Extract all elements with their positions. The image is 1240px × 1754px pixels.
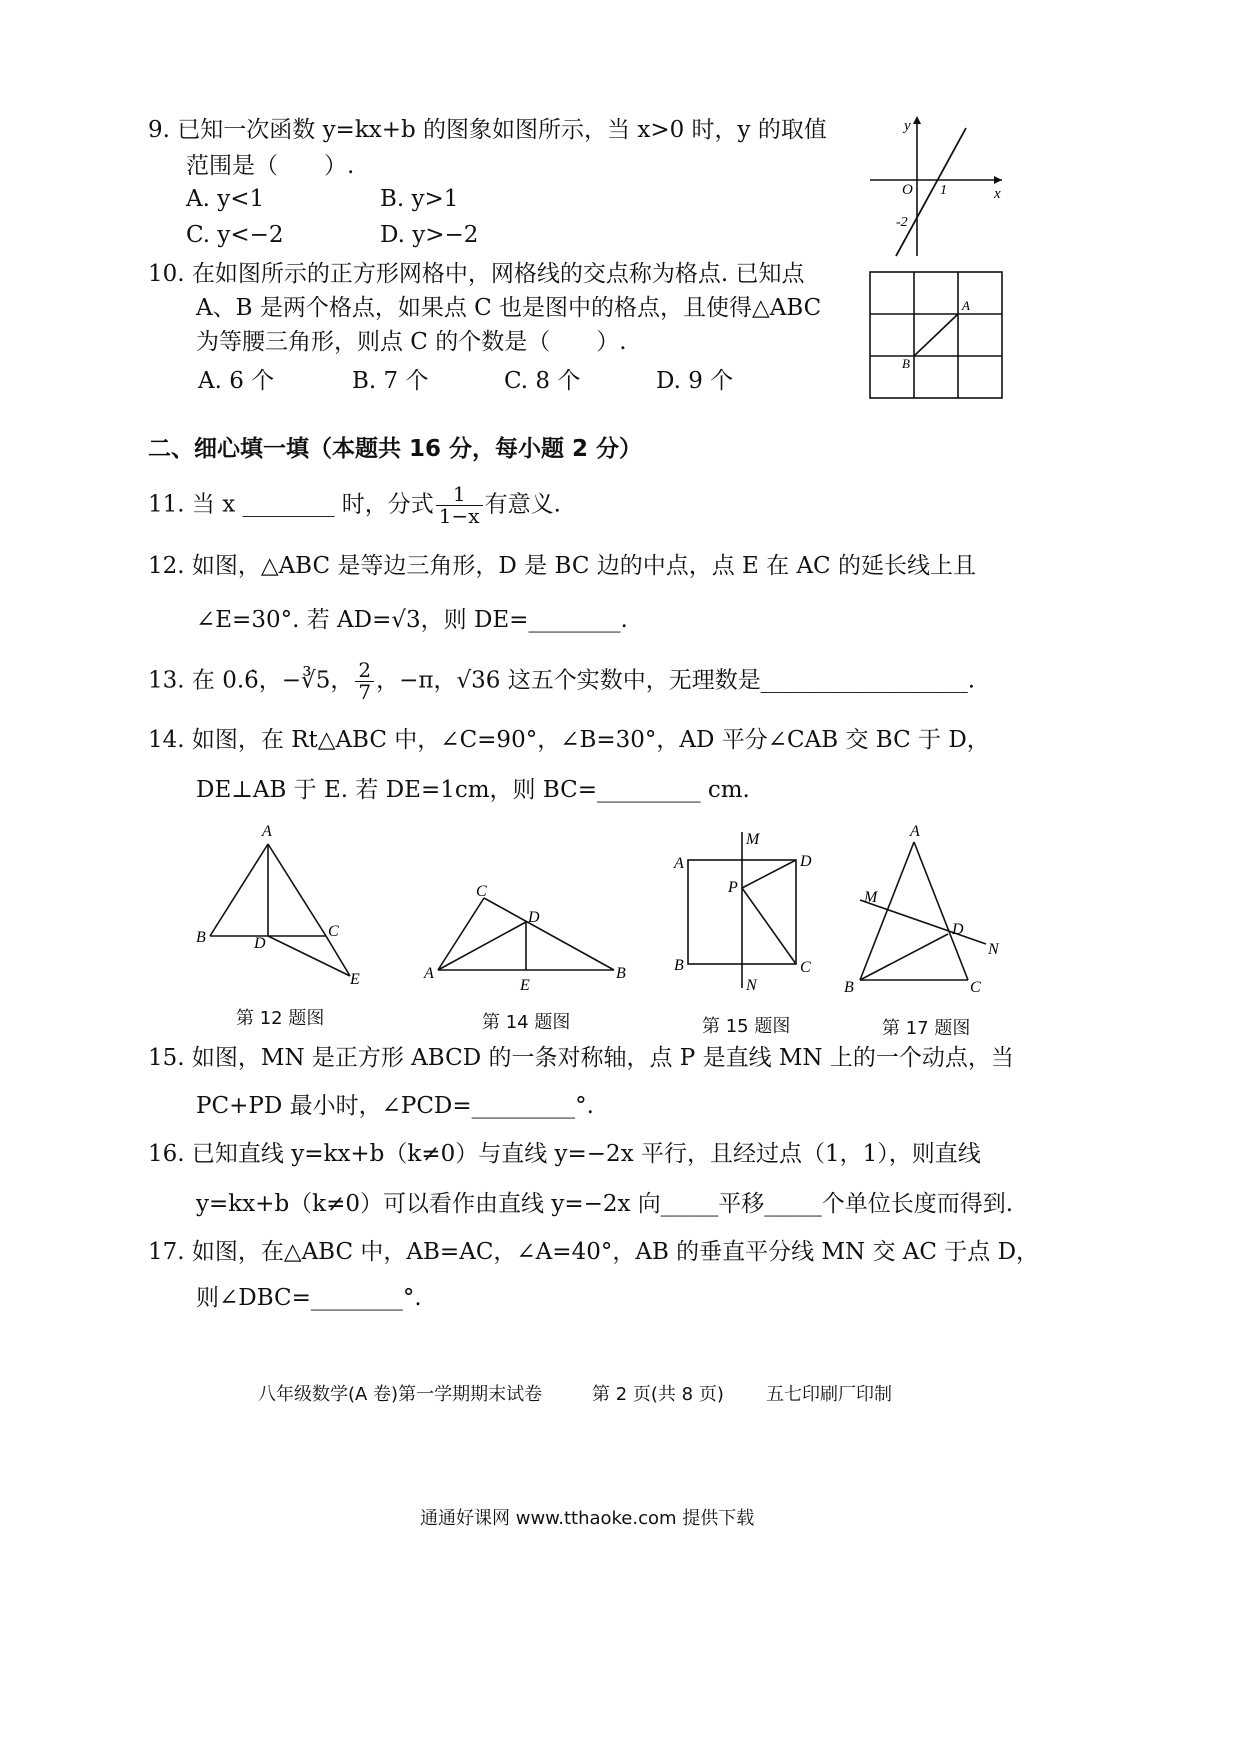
q13-post: ，−π，√36 这五个实数中，无理数是__________________.	[376, 667, 976, 694]
q11	[148, 484, 561, 527]
q9-option-b: B. y>1	[380, 186, 459, 212]
q9-option-d: D. y>−2	[380, 222, 479, 248]
q15-line2: PC+PD 最小时，∠PCD=_________°.	[196, 1093, 594, 1119]
q9-option-c: C. y<−2	[186, 222, 284, 248]
fig12-caption: 第 12 题图	[236, 1008, 325, 1029]
q9-option-a: A. y<1	[186, 186, 265, 212]
point-b-label: B	[902, 356, 910, 371]
q17-line2: 则∠DBC=________°.	[196, 1285, 422, 1311]
fig14-label-d: D	[528, 909, 540, 926]
q10-line2: A、B 是两个格点，如果点 C 也是图中的格点，且使得△ABC	[196, 295, 822, 321]
fig17-label-n: N	[988, 941, 999, 958]
q12-line2: ∠E=30°. 若 AD=√3，则 DE=________.	[196, 607, 628, 633]
q13-fraction	[355, 660, 374, 703]
q9-graph-figure	[860, 108, 1010, 263]
x-axis-label: x	[994, 186, 1001, 202]
x-axis-arrow-icon	[994, 176, 1002, 184]
fig17-caption: 第 17 题图	[882, 1018, 971, 1039]
fig12-label-e: E	[350, 971, 360, 988]
fig17	[840, 820, 1020, 1000]
y-axis-arrow-icon	[913, 116, 921, 124]
fig15-label-d: D	[800, 853, 812, 870]
fig17-label-m: M	[864, 889, 878, 906]
origin-label: O	[902, 182, 913, 198]
q10-option-d: D. 9 个	[656, 368, 734, 394]
q11-fraction	[436, 484, 483, 527]
q16-line1: 16. 已知直线 y=kx+b（k≠0）与直线 y=−2x 平行，且经过点（1，1），则直线	[148, 1141, 981, 1167]
fig15-label-a: A	[674, 855, 684, 872]
fig15-label-b: B	[674, 957, 684, 974]
fig15-label-n: N	[746, 977, 757, 994]
fig12-label-c: C	[328, 923, 339, 940]
q11-frac-den: 1−x	[438, 504, 480, 528]
q15-line1: 15. 如图，MN 是正方形 ABCD 的一条对称轴，点 P 是直线 MN 上的一个动点，当	[148, 1045, 1014, 1071]
fig12-label-b: B	[196, 929, 206, 946]
fig17-label-d: D	[952, 921, 964, 938]
q12-line1: 12. 如图，△ABC 是等边三角形，D 是 BC 边的中点，点 E 在 AC 的延长线上且	[148, 553, 976, 579]
q13	[148, 660, 975, 703]
q13-pre: 13. 在 0.6̇，−∛5，	[148, 667, 354, 694]
q10-line1: 10. 在如图所示的正方形网格中，网格线的交点称为格点. 已知点	[148, 261, 805, 287]
q9-line1: 9. 已知一次函数 y=kx+b 的图象如图所示，当 x>0 时，y 的取值	[148, 117, 827, 143]
footer-printer: 五七印刷厂印制	[766, 1384, 892, 1405]
q16-line2: y=kx+b（k≠0）可以看作由直线 y=−2x 向_____平移_____个单位长度而得到.	[196, 1191, 1014, 1217]
q10-line3: 为等腰三角形，则点 C 的个数是（ ）.	[196, 329, 627, 355]
fig14-label-b: B	[616, 965, 626, 982]
q10-option-b: B. 7 个	[352, 368, 429, 394]
fig12-label-d: D	[254, 935, 266, 952]
q13-frac-den: 7	[358, 680, 372, 704]
section-2-title: 二、细心填一填（本题共 16 分，每小题 2 分）	[148, 436, 643, 462]
segment-ab	[914, 314, 958, 356]
footer-page-number: 第 2 页(共 8 页)	[592, 1384, 724, 1405]
y-intercept-label: -2	[896, 215, 908, 230]
fig14-label-a: A	[424, 965, 434, 982]
y-axis-label: y	[904, 118, 911, 134]
fig14-label-c: C	[476, 883, 487, 900]
footer-exam-title: 八年级数学(A 卷)第一学期期末试卷	[258, 1384, 543, 1405]
fig17-label-c: C	[970, 979, 981, 996]
x-intercept-label: 1	[940, 183, 947, 198]
q9-line2: 范围是（ ）.	[186, 153, 355, 179]
fig15	[670, 826, 830, 1002]
q10-grid-figure	[866, 268, 1006, 402]
fig17-label-b: B	[844, 979, 854, 996]
footer-source: 通通好课网 www.tthaoke.com 提供下载	[420, 1508, 755, 1529]
q10-option-c: C. 8 个	[504, 368, 581, 394]
q11-frac-num: 1	[436, 484, 483, 506]
q10-option-a: A. 6 个	[198, 368, 275, 394]
fig15-label-m: M	[746, 831, 760, 848]
q13-frac-num: 2	[355, 660, 374, 682]
fig17-label-a: A	[910, 823, 920, 840]
fig14-label-e: E	[520, 977, 530, 994]
fig15-label-p: P	[728, 879, 738, 896]
fig14	[418, 878, 638, 994]
fig14-caption: 第 14 题图	[482, 1012, 571, 1033]
fig15-caption: 第 15 题图	[702, 1016, 791, 1037]
q17-line1: 17. 如图，在△ABC 中，AB=AC，∠A=40°，AB 的垂直平分线 MN 交 AC 于点 D，	[148, 1239, 1040, 1265]
q11-pre: 11. 当 x ________ 时，分式	[148, 491, 434, 518]
q11-post: 有意义.	[484, 491, 561, 518]
q14-line1: 14. 如图，在 Rt△ABC 中，∠C=90°，∠B=30°，AD 平分∠CAB 交 BC 于 D，	[148, 727, 990, 753]
fig12-label-a: A	[262, 823, 272, 840]
fig15-label-c: C	[800, 959, 811, 976]
q14-line2: DE⊥AB 于 E. 若 DE=1cm，则 BC=_________ cm.	[196, 777, 750, 803]
fig12	[180, 818, 380, 1000]
point-a-label: A	[962, 298, 970, 313]
